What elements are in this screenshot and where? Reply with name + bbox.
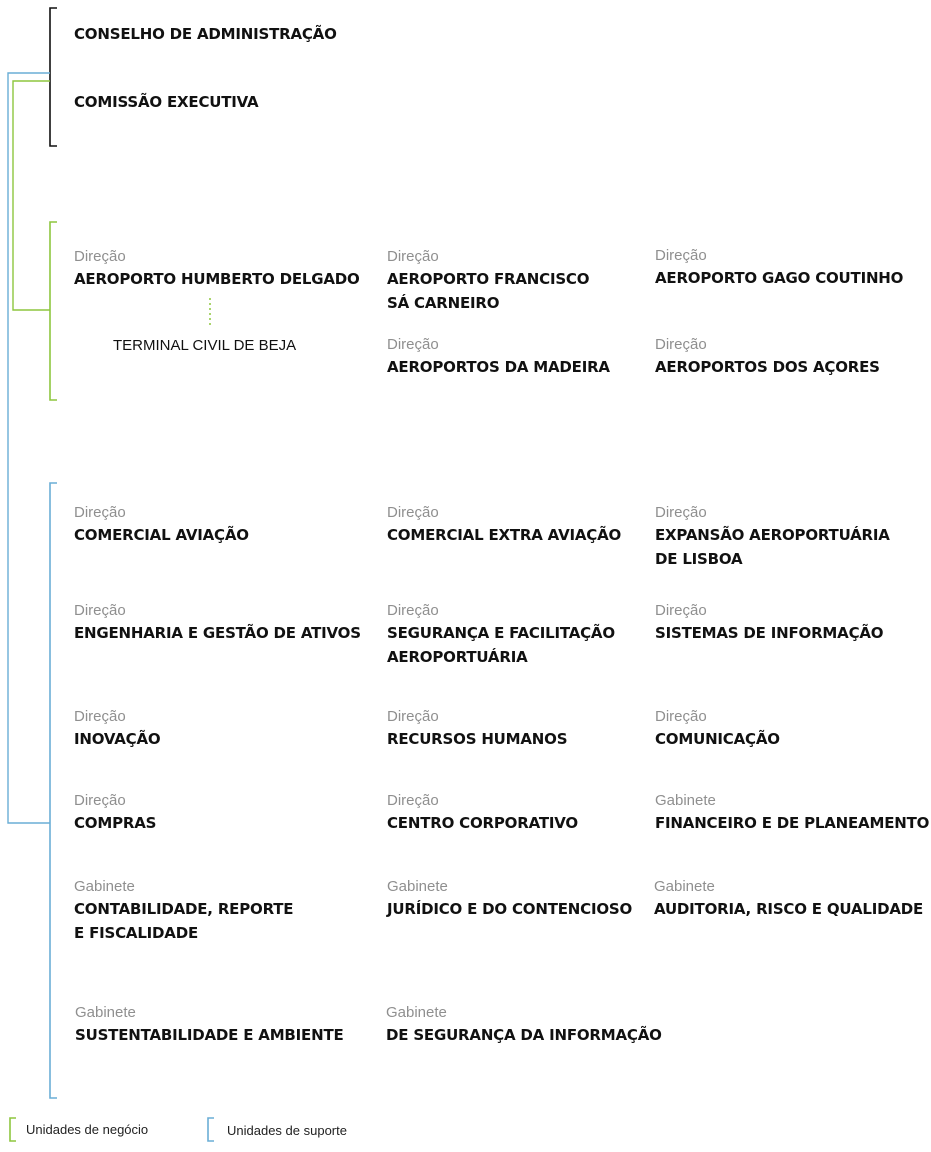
- legend-support-bracket: [208, 1118, 214, 1141]
- executive-title: COMISSÃO EXECUTIVA: [74, 93, 259, 111]
- unit-name: RECURSOS HUMANOS: [387, 730, 568, 748]
- unit-type: Gabinete: [387, 878, 448, 895]
- unit-name: COMUNICAÇÃO: [655, 730, 780, 748]
- unit-type: Direção: [387, 504, 439, 521]
- support-bracket: [50, 483, 57, 1098]
- unit-type: Direção: [387, 248, 439, 265]
- unit-name: CENTRO CORPORATIVO: [387, 814, 578, 832]
- support-unit: [74, 503, 249, 547]
- unit-type: Direção: [655, 504, 707, 521]
- unit-type: Direção: [655, 336, 707, 353]
- unit-type: Direção: [387, 336, 439, 353]
- unit-type: Direção: [74, 792, 126, 809]
- business-unit: [655, 335, 880, 379]
- support-unit: [74, 791, 156, 835]
- support-unit: [387, 877, 632, 921]
- unit-name: AEROPORTOS DOS AÇORES: [655, 358, 880, 376]
- unit-type: Direção: [655, 247, 707, 264]
- business-bracket: [50, 222, 57, 400]
- unit-type: Direção: [74, 248, 126, 265]
- legend-business-label: Unidades de negócio: [26, 1122, 149, 1137]
- business-unit: [387, 335, 610, 379]
- unit-type: Gabinete: [386, 1004, 447, 1021]
- unit-name: DE SEGURANÇA DA INFORMAÇÃO: [386, 1026, 662, 1044]
- legend-business-bracket: [10, 1118, 16, 1141]
- support-unit: [386, 1003, 662, 1047]
- support-unit: [655, 503, 890, 571]
- unit-type: Direção: [655, 708, 707, 725]
- unit-type: Direção: [387, 792, 439, 809]
- unit-type: Direção: [387, 602, 439, 619]
- support-unit: [387, 707, 567, 751]
- support-unit: [387, 601, 615, 669]
- unit-type: Direção: [74, 504, 126, 521]
- legend-support-label: Unidades de suporte: [227, 1123, 347, 1138]
- unit-name: AEROPORTO HUMBERTO DELGADO: [74, 270, 360, 288]
- unit-name: SISTEMAS DE INFORMAÇÃO: [655, 624, 884, 642]
- unit-name: AEROPORTO GAGO COUTINHO: [655, 269, 904, 287]
- support-unit: [75, 1003, 344, 1047]
- unit-name: AEROPORTOS DA MADEIRA: [387, 358, 610, 376]
- unit-type: Gabinete: [75, 1004, 136, 1021]
- support-unit: [654, 877, 923, 921]
- unit-name: SUSTENTABILIDADE E AMBIENTE: [75, 1026, 344, 1044]
- unit-name: AUDITORIA, RISCO E QUALIDADE: [654, 900, 924, 918]
- support-unit: [74, 601, 361, 645]
- support-unit: [655, 707, 780, 751]
- support-unit: [74, 877, 293, 945]
- unit-name: COMERCIAL EXTRA AVIAÇÃO: [387, 526, 622, 544]
- support-unit: [74, 707, 160, 751]
- unit-type: Direção: [74, 708, 126, 725]
- unit-type: Gabinete: [654, 878, 715, 895]
- unit-name: AEROPORTO FRANCISCO SÁ CARNEIRO: [387, 270, 590, 312]
- support-connector: [8, 73, 50, 823]
- unit-name: INOVAÇÃO: [74, 730, 161, 748]
- unit-type: Gabinete: [74, 878, 135, 895]
- unit-name: JURÍDICO E DO CONTENCIOSO: [387, 900, 633, 918]
- sub-unit-beja: TERMINAL CIVIL DE BEJA: [113, 337, 297, 354]
- support-unit: [655, 791, 929, 835]
- business-connector: [13, 81, 50, 310]
- support-unit: [387, 791, 578, 835]
- unit-type: Gabinete: [655, 792, 716, 809]
- unit-type: Direção: [74, 602, 126, 619]
- unit-name: CONTABILIDADE, REPORTE E FISCALIDADE: [74, 900, 294, 942]
- unit-name: COMPRAS: [74, 814, 157, 832]
- business-unit: [387, 247, 589, 315]
- unit-name: SEGURANÇA E FACILITAÇÃO AEROPORTUÁRIA: [387, 624, 615, 666]
- business-unit: [655, 246, 903, 290]
- board-title: CONSELHO DE ADMINISTRAÇÃO: [74, 25, 337, 43]
- unit-name: ENGENHARIA E GESTÃO DE ATIVOS: [74, 624, 361, 642]
- unit-name: FINANCEIRO E DE PLANEAMENTO: [655, 814, 930, 832]
- unit-type: Direção: [387, 708, 439, 725]
- unit-name: COMERCIAL AVIAÇÃO: [74, 526, 249, 544]
- support-unit: [387, 503, 621, 547]
- unit-name: EXPANSÃO AEROPORTUÁRIA DE LISBOA: [655, 526, 890, 568]
- governance-bracket: [50, 8, 57, 146]
- unit-type: Direção: [655, 602, 707, 619]
- business-unit: [74, 247, 360, 291]
- support-unit: [655, 601, 883, 645]
